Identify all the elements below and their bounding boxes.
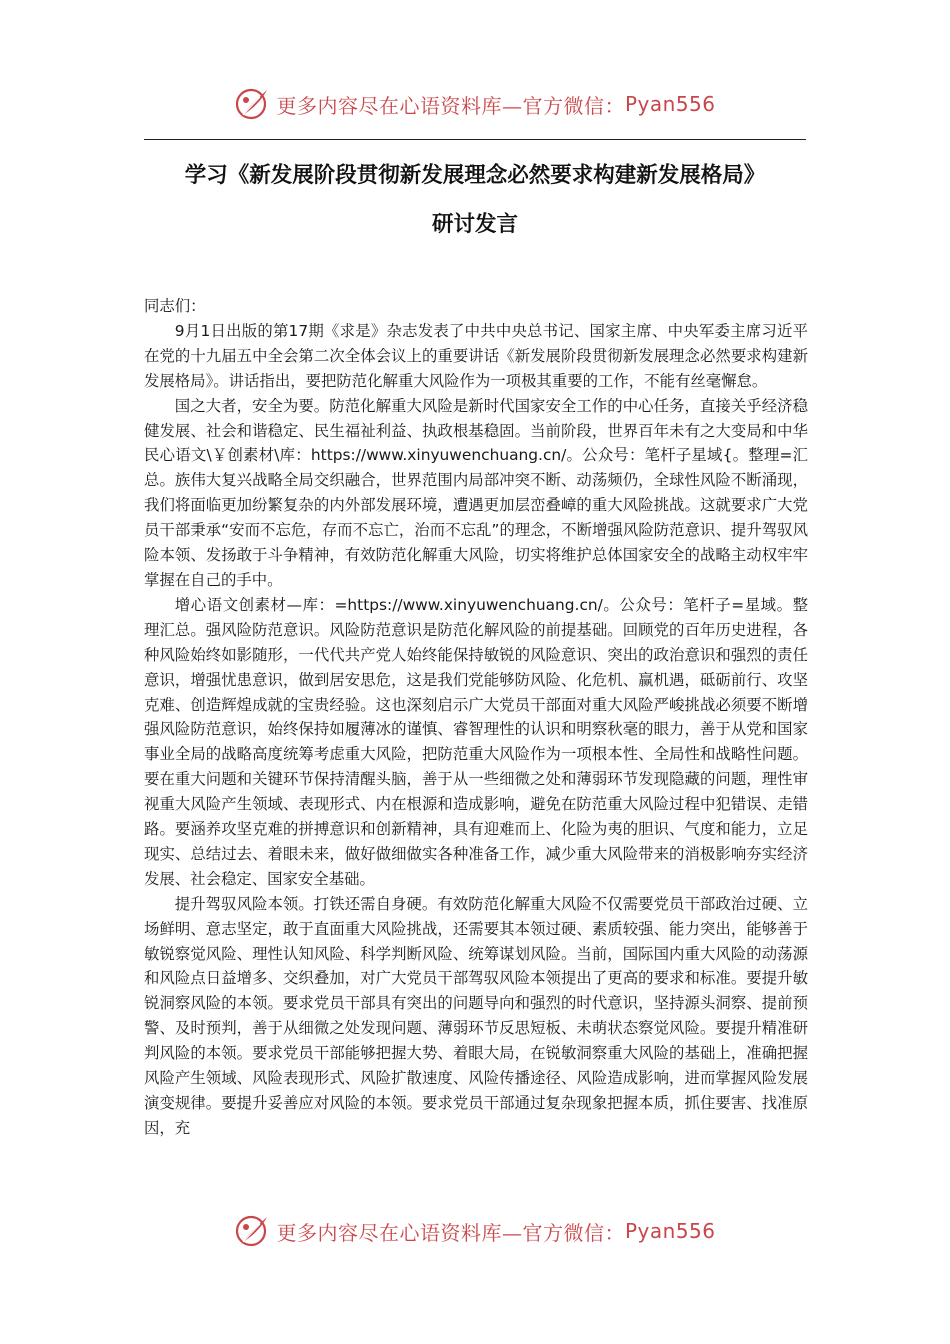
footer-banner bbox=[0, 1209, 950, 1253]
paragraph: 9月1日出版的第17期《求是》杂志发表了中共中央总书记、国家主席、中央军委主席习近平在党的十九届五中全会第二次全体会议上的重要讲话《新发展阶段贯彻新发展理念必然要求构建新发展格局》。讲话指出，要把防范化解重大风险作为一项极其重要的工作，不能有丝毫懈怠。 bbox=[144, 321, 808, 390]
document-title: 学习《新发展阶段贯彻新发展理念必然要求构建新发展格局》 bbox=[184, 163, 766, 188]
document-subtitle: 研讨发言 bbox=[431, 212, 518, 237]
footer-banner-text: 更多内容尽在心语资料库—官方微信： bbox=[276, 1220, 625, 1245]
footer-wechat-id: Pyan556 bbox=[624, 1219, 716, 1243]
paragraph: 提升驾驭风险本领。打铁还需自身硬。有效防范化解重大风险不仅需要党员干部政治过硬、立场鲜明、意志坚定，敢于直面重大风险挑战，还需要其本领过硬、素质较强、能力突出，能够善于敏锐察觉风险、理性认知风险、科学判断风险、统筹谋划风险。当前，国际国内重大风险的动荡源和风险点日益增多、交织叠加，对广大党员干部驾驭风险本领提出了更高的要求和标准。要提升敏锐洞察风险的本领。要求党员干部具有突出的问题导向和强烈的时代意识，坚持源头洞察、提前预警、及时预判，善于从细微之处发现问题、薄弱环节反思短板、未萌状态察觉风险。要提升精准研判风险的本领。要求党员干部能够把握大势、着眼大局，在锐敏洞察重大风险的基础上，准确把握风险产生领域、风险表现形式、风险扩散速度、风险传播途径、风险造成影响，进而掌握风险发展演变规律。要提升妥善应对风险的本领。要求党员干部通过复杂现象把握本质，抓住要害、找准原因，充 bbox=[144, 894, 808, 1137]
header-wechat-id: Pyan556 bbox=[624, 92, 716, 116]
header-banner bbox=[0, 82, 950, 126]
header-banner-text: 更多内容尽在心语资料库—官方微信： bbox=[276, 93, 625, 118]
salutation: 同志们： bbox=[144, 297, 206, 315]
header-divider bbox=[144, 139, 806, 140]
document-body bbox=[144, 294, 808, 1141]
quill-logo-icon bbox=[234, 86, 270, 122]
paragraph: 国之大者，安全为要。防范化解重大风险是新时代国家安全工作的中心任务，直接关乎经济稳健发展、社会和谐稳定、民生福祉利益、执政根基稳固。当前阶段，世界百年未有之大变局和中华民心语文\￥创素材\库：https://www.xinyuwenchuang.cn/。公众号：笔杆子星域{。整理=汇总。族伟大复兴战略全局交织融合，世界范围内局部冲突不断、动荡频仍，全球性风险不断涌现，我们将面临更加纷繁复杂的内外部发展环境，遭遇更加层峦叠嶂的重大风险挑战。这就要求广大党员干部秉承“安而不忘危，存而不忘亡，治而不忘乱”的理念，不断增强风险防范意识、提升驾驭风险本领、发扬敢于斗争精神，有效防范化解重大风险，切实将维护总体国家安全的战略主动权牢牢掌握在自己的手中。 bbox=[144, 396, 808, 589]
quill-logo-icon bbox=[234, 1213, 270, 1249]
paragraph: 增心语文创素材—库：=https://www.xinyuwenchuang.cn/。公众号：笔杆子=星域。整理汇总。强风险防范意识。风险防范意识是防范化解风险的前提基础。回顾党的百年历史进程，各种风险始终如影随形，一代代共产党人始终能保持敏锐的风险意识、突出的政治意识和强烈的责任意识，增强忧患意识，做到居安思危，这是我们党能够防风险、化危机、赢机遇，砥砺前行、攻坚克难、创造辉煌成就的宝贵经验。这也深刻启示广大党员干部面对重大风险严峻挑战必须要不断增强风险防范意识，始终保持如履薄冰的谨慎、睿智理性的认识和明察秋毫的眼力，善于从党和国家事业全局的战略高度统筹考虑重大风险，把防范重大风险作为一项根本性、全局性和战略性问题。要在重大问题和关键环节保持清醒头脑，善于从一些细微之处和薄弱环节发现隐藏的问题，理性审视重大风险产生领域、表现形式、内在根源和造成影响，避免在防范重大风险过程中犯错误、走错路。要涵养攻坚克难的拼搏意识和创新精神，具有迎难而上、化险为夷的胆识、气度和能力，立足现实、总结过去、着眼未来，做好做细做实各种准备工作，减少重大风险带来的消极影响夯实经济发展、社会稳定、国家安全基础。 bbox=[144, 595, 808, 888]
